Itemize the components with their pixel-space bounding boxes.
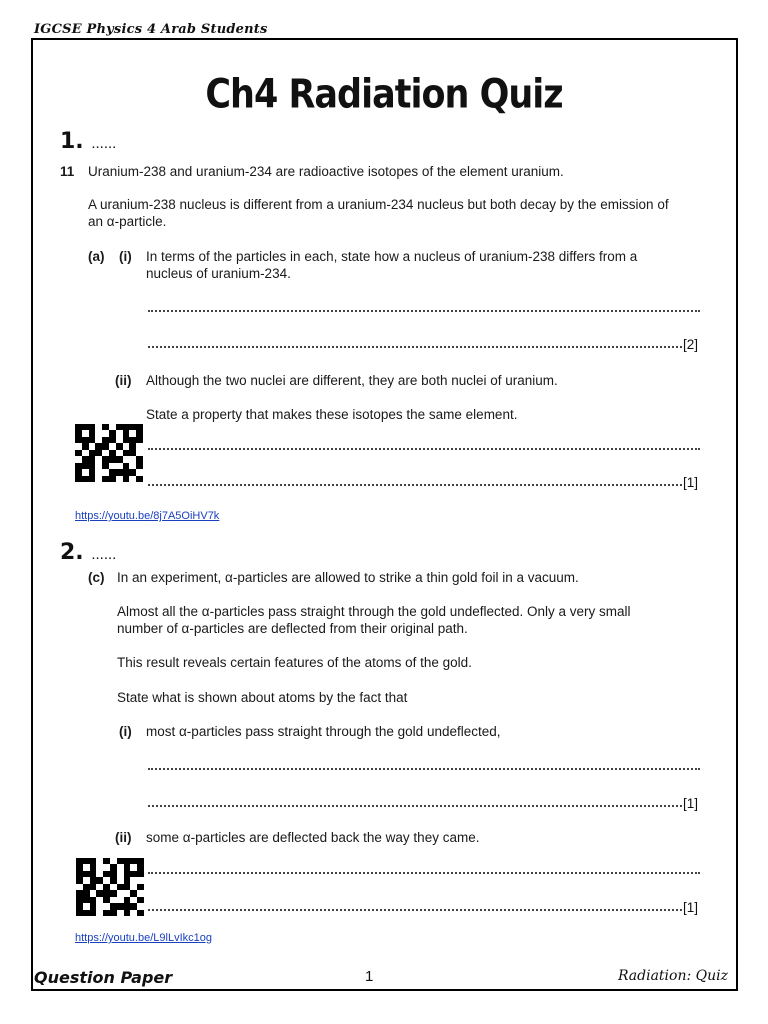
footer-question-paper: Question Paper xyxy=(34,968,173,987)
answer-line[interactable] xyxy=(148,346,682,348)
answer-line[interactable] xyxy=(148,909,682,911)
q1-aii-marks: [1] xyxy=(683,475,699,490)
header-brand: IGCSE Physics 4 Arab Students xyxy=(34,22,268,37)
q2-part-cii-label: (ii) xyxy=(115,830,132,845)
q1-aii-line2: State a property that makes these isotopes the same element. xyxy=(146,407,518,422)
answer-line[interactable] xyxy=(148,448,700,450)
page-title: Ch4 Radiation Quiz xyxy=(205,72,563,118)
q2-p2: This result reveals certain features of the atoms of the gold. xyxy=(117,655,472,670)
q2-cii-text: some α-particles are deflected back the way they came. xyxy=(146,830,480,845)
answer-line[interactable] xyxy=(148,768,700,770)
q2-ci-marks: [1] xyxy=(683,796,699,811)
q1-part-ai-label: (i) xyxy=(119,249,132,264)
qr-code[interactable] xyxy=(76,858,144,916)
q1-stem: Uranium-238 and uranium-234 are radioactive isotopes of the element uranium. xyxy=(88,164,564,179)
q2-cii-marks: [1] xyxy=(683,900,699,915)
q2-c-stem: In an experiment, α-particles are allowed to strike a thin gold foil in a vacuum. xyxy=(117,570,579,585)
q2-p3: State what is shown about atoms by the fact that xyxy=(117,690,408,705)
q1-part-a-label: (a) xyxy=(88,249,105,264)
q1-intro-line2: an α-particle. xyxy=(88,214,167,229)
answer-line[interactable] xyxy=(148,484,682,486)
qr-code[interactable] xyxy=(75,424,143,482)
answer-line[interactable] xyxy=(148,872,700,874)
question-2-dots: ...... xyxy=(91,546,117,563)
q1-aii-line1: Although the two nuclei are different, they are both nuclei of uranium. xyxy=(146,373,558,388)
q1-ai-line1: In terms of the particles in each, state how a nucleus of uranium-238 differs from a xyxy=(146,249,638,264)
q1-intro-line1: A uranium-238 nucleus is different from a uranium-234 nucleus but both decay by the emission of xyxy=(88,197,669,212)
question-1-dots: ...... xyxy=(91,135,117,152)
question-2-number: 2. ...... xyxy=(60,540,117,565)
q2-ci-text: most α-particles pass straight through the gold undeflected, xyxy=(146,724,501,739)
q2-p1-line1: Almost all the α-particles pass straight through the gold undeflected. Only a very small xyxy=(117,604,631,619)
q1-ai-marks: [2] xyxy=(683,337,699,352)
q1-original-number: 11 xyxy=(60,164,75,179)
answer-line[interactable] xyxy=(148,805,682,807)
q2-part-ci-label: (i) xyxy=(119,724,132,739)
video-link-q2[interactable]: https://youtu.be/L9lLvIkc1og xyxy=(75,932,212,944)
q2-part-c-label: (c) xyxy=(88,570,105,585)
video-link-q1[interactable]: https://youtu.be/8j7A5OiHV7k xyxy=(75,510,220,522)
answer-line[interactable] xyxy=(148,310,700,312)
footer-page-number: 1 xyxy=(365,968,374,985)
q1-ai-line2: nucleus of uranium-234. xyxy=(146,266,291,281)
footer-topic: Radiation: Quiz xyxy=(617,968,728,984)
q1-part-aii-label: (ii) xyxy=(115,373,132,388)
question-1-number: 1. ...... xyxy=(60,129,117,154)
q2-p1-line2: number of α-particles are deflected from their original path. xyxy=(117,621,468,636)
